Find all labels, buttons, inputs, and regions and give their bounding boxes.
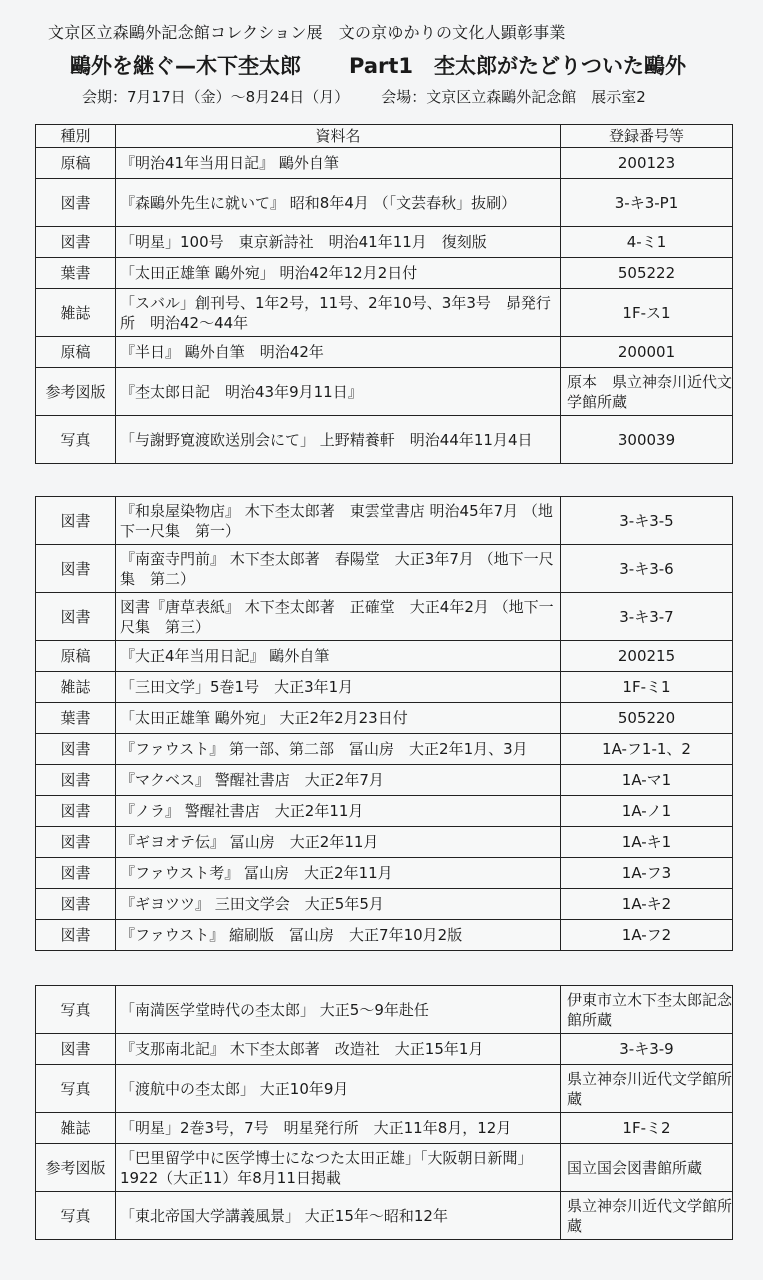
cell-type: 参考図版 bbox=[36, 368, 116, 416]
header-org-line bbox=[48, 20, 582, 43]
cell-title: 『明治41年当用日記』 鷗外自筆 bbox=[116, 148, 561, 179]
org-name: 文京区立森鷗外記念館コレクション展 bbox=[48, 23, 323, 42]
cell-reg-no: 3-キ3-P1 bbox=[561, 179, 733, 227]
table-row bbox=[36, 986, 733, 1034]
cell-type: 原稿 bbox=[36, 337, 116, 368]
page-title bbox=[70, 50, 686, 80]
cell-type: 写真 bbox=[36, 986, 116, 1034]
cell-type: 図書 bbox=[36, 593, 116, 641]
cell-title: 「スバル」創刊号、1年2号，11号、2年10号、3年3号 昴発行所 明治42～44年 bbox=[116, 289, 561, 337]
cell-reg-no: 伊東市立木下杢太郎記念館所蔵 bbox=[561, 986, 733, 1034]
table-row bbox=[36, 827, 733, 858]
cell-reg-no: 3-キ3-6 bbox=[561, 545, 733, 593]
cell-title: 「東北帝国大学講義風景」 大正15年～昭和12年 bbox=[116, 1192, 561, 1240]
cell-reg-no: 1F-ミ2 bbox=[561, 1113, 733, 1144]
table-row bbox=[36, 1144, 733, 1192]
cell-reg-no: 300039 bbox=[561, 416, 733, 464]
exhibition-period: 会期：7月17日（金）～8月24日（月） bbox=[82, 88, 350, 106]
cell-title: 『半日』 鷗外自筆 明治42年 bbox=[116, 337, 561, 368]
cell-type: 写真 bbox=[36, 1065, 116, 1113]
cell-reg-no: 県立神奈川近代文学館所蔵 bbox=[561, 1065, 733, 1113]
cell-reg-no: 505222 bbox=[561, 258, 733, 289]
cell-type: 図書 bbox=[36, 920, 116, 951]
column-header-reg-no: 登録番号等 bbox=[561, 125, 733, 148]
cell-reg-no: 200001 bbox=[561, 337, 733, 368]
cell-type: 原稿 bbox=[36, 148, 116, 179]
cell-reg-no: 1F-ミ1 bbox=[561, 672, 733, 703]
cell-type: 図書 bbox=[36, 179, 116, 227]
table-row bbox=[36, 337, 733, 368]
table-header-row bbox=[36, 125, 733, 148]
column-header-title: 資料名 bbox=[116, 125, 561, 148]
cell-type: 葉書 bbox=[36, 703, 116, 734]
cell-title: 『ファウスト考』 冨山房 大正2年11月 bbox=[116, 858, 561, 889]
cell-reg-no: 3-キ3-7 bbox=[561, 593, 733, 641]
cell-title: 『ギヨオテ伝』 冨山房 大正2年11月 bbox=[116, 827, 561, 858]
cell-type: 図書 bbox=[36, 734, 116, 765]
table-row bbox=[36, 1065, 733, 1113]
cell-title: 「三田文学」5巻1号 大正3年1月 bbox=[116, 672, 561, 703]
cell-title: 『マクベス』 警醒社書店 大正2年7月 bbox=[116, 765, 561, 796]
table-row bbox=[36, 148, 733, 179]
table-row bbox=[36, 1113, 733, 1144]
table-row bbox=[36, 889, 733, 920]
column-header-type: 種別 bbox=[36, 125, 116, 148]
table-row bbox=[36, 368, 733, 416]
project-name: 文の京ゆかりの文化人顕彰事業 bbox=[338, 23, 566, 42]
cell-title: 「太田正雄筆 鷗外宛」 大正2年2月23日付 bbox=[116, 703, 561, 734]
cell-type: 写真 bbox=[36, 416, 116, 464]
table-row bbox=[36, 416, 733, 464]
exhibition-subtitle: Part1 杢太郎がたどりついた鷗外 bbox=[349, 54, 687, 78]
cell-reg-no: 原本 県立神奈川近代文学館所蔵 bbox=[561, 368, 733, 416]
cell-title: 「明星」100号 東京新詩社 明治41年11月 復刻版 bbox=[116, 227, 561, 258]
cell-title: 「明星」2巻3号，7号 明星発行所 大正11年8月，12月 bbox=[116, 1113, 561, 1144]
cell-reg-no: 1A-キ2 bbox=[561, 889, 733, 920]
cell-reg-no: 1A-フ1-1、2 bbox=[561, 734, 733, 765]
table-row bbox=[36, 703, 733, 734]
table-row bbox=[36, 593, 733, 641]
table-row bbox=[36, 920, 733, 951]
cell-type: 図書 bbox=[36, 545, 116, 593]
cell-title: 『南蛮寺門前』 木下杢太郎著 春陽堂 大正3年7月 （地下一尺集 第二） bbox=[116, 545, 561, 593]
cell-reg-no: 1A-フ2 bbox=[561, 920, 733, 951]
cell-reg-no: 1A-マ1 bbox=[561, 765, 733, 796]
exhibit-table-1 bbox=[35, 124, 733, 464]
cell-type: 図書 bbox=[36, 796, 116, 827]
header-info-line bbox=[82, 86, 646, 107]
cell-reg-no: 1A-キ1 bbox=[561, 827, 733, 858]
cell-type: 雑誌 bbox=[36, 1113, 116, 1144]
cell-type: 原稿 bbox=[36, 641, 116, 672]
table-row bbox=[36, 858, 733, 889]
cell-reg-no: 200215 bbox=[561, 641, 733, 672]
cell-type: 雑誌 bbox=[36, 289, 116, 337]
cell-type: 図書 bbox=[36, 1034, 116, 1065]
table-row bbox=[36, 545, 733, 593]
cell-reg-no: 200123 bbox=[561, 148, 733, 179]
cell-title: 『大正4年当用日記』 鷗外自筆 bbox=[116, 641, 561, 672]
table-row bbox=[36, 497, 733, 545]
table-row bbox=[36, 227, 733, 258]
cell-title: 『ギヨツツ』 三田文学会 大正5年5月 bbox=[116, 889, 561, 920]
table-row bbox=[36, 1192, 733, 1240]
cell-title: 『和泉屋染物店』 木下杢太郎著 東雲堂書店 明治45年7月 （地下一尺集 第一） bbox=[116, 497, 561, 545]
cell-title: 「太田正雄筆 鷗外宛」 明治42年12月2日付 bbox=[116, 258, 561, 289]
table-row bbox=[36, 765, 733, 796]
cell-title: 「南満医学堂時代の杢太郎」 大正5～9年赴任 bbox=[116, 986, 561, 1034]
cell-reg-no: 1A-ノ1 bbox=[561, 796, 733, 827]
cell-reg-no: 国立国会図書館所蔵 bbox=[561, 1144, 733, 1192]
table-row bbox=[36, 641, 733, 672]
cell-type: 参考図版 bbox=[36, 1144, 116, 1192]
table-row bbox=[36, 289, 733, 337]
exhibition-venue: 会場：文京区立森鷗外記念館 展示室2 bbox=[381, 88, 646, 106]
cell-reg-no: 3-キ3-9 bbox=[561, 1034, 733, 1065]
cell-type: 雑誌 bbox=[36, 672, 116, 703]
cell-title: 図書『唐草表紙』 木下杢太郎著 正確堂 大正4年2月 （地下一尺集 第三） bbox=[116, 593, 561, 641]
cell-type: 図書 bbox=[36, 889, 116, 920]
cell-type: 図書 bbox=[36, 858, 116, 889]
cell-title: 「与謝野寛渡欧送別会にて」 上野精養軒 明治44年11月4日 bbox=[116, 416, 561, 464]
table-row bbox=[36, 796, 733, 827]
cell-type: 図書 bbox=[36, 827, 116, 858]
cell-title: 「渡航中の杢太郎」 大正10年9月 bbox=[116, 1065, 561, 1113]
cell-title: 『ファウスト』 縮刷版 冨山房 大正7年10月2版 bbox=[116, 920, 561, 951]
table-row bbox=[36, 179, 733, 227]
cell-title: 『森鷗外先生に就いて』 昭和8年4月 （「文芸春秋」抜刷） bbox=[116, 179, 561, 227]
exhibit-table-2 bbox=[35, 496, 733, 951]
cell-type: 写真 bbox=[36, 1192, 116, 1240]
cell-title: 『ノラ』 警醒社書店 大正2年11月 bbox=[116, 796, 561, 827]
table-row bbox=[36, 1034, 733, 1065]
cell-reg-no: 3-キ3-5 bbox=[561, 497, 733, 545]
cell-reg-no: 4-ミ1 bbox=[561, 227, 733, 258]
cell-reg-no: 県立神奈川近代文学館所蔵 bbox=[561, 1192, 733, 1240]
exhibit-table-3 bbox=[35, 985, 733, 1240]
cell-title: 『支那南北記』 木下杢太郎著 改造社 大正15年1月 bbox=[116, 1034, 561, 1065]
cell-type: 図書 bbox=[36, 765, 116, 796]
table-row bbox=[36, 734, 733, 765]
exhibition-title: 鷗外を継ぐ—木下杢太郎 bbox=[70, 54, 301, 78]
cell-reg-no: 505220 bbox=[561, 703, 733, 734]
cell-reg-no: 1A-フ3 bbox=[561, 858, 733, 889]
cell-title: 『杢太郎日記 明治43年9月11日』 bbox=[116, 368, 561, 416]
cell-title: 「巴里留学中に医学博士になつた太田正雄」「大阪朝日新聞」 1922（大正11）年8月11日掲載 bbox=[116, 1144, 561, 1192]
cell-type: 葉書 bbox=[36, 258, 116, 289]
table-row bbox=[36, 672, 733, 703]
cell-type: 図書 bbox=[36, 497, 116, 545]
cell-type: 図書 bbox=[36, 227, 116, 258]
cell-reg-no: 1F-ス1 bbox=[561, 289, 733, 337]
cell-title: 『ファウスト』 第一部、第二部 冨山房 大正2年1月、3月 bbox=[116, 734, 561, 765]
table-row bbox=[36, 258, 733, 289]
